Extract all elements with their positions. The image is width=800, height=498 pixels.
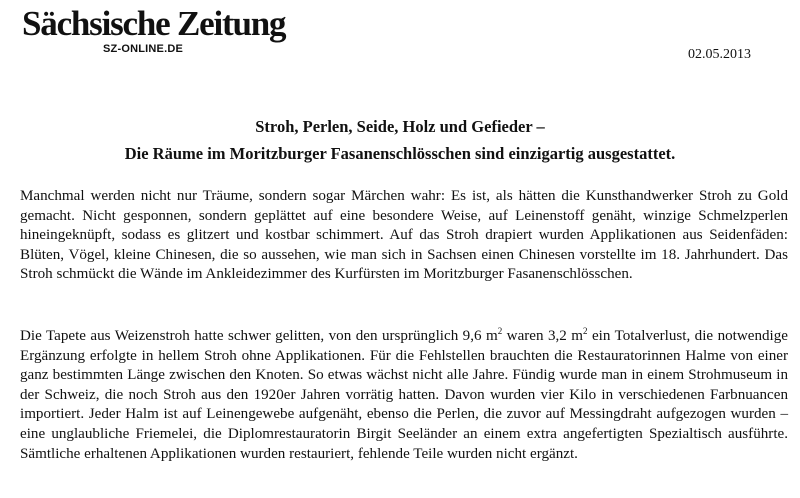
newspaper-masthead (22, 4, 286, 55)
article-paragraph-2 (20, 327, 788, 464)
website-label: SZ-ONLINE.DE (103, 43, 184, 55)
superscript-squared-1: 2 (497, 326, 503, 336)
headline-line-2: Die Räume im Moritzburger Fasanenschlösschen sind einzigartig ausgestattet. (124, 144, 676, 163)
newspaper-logo: Sächsische Zeitung (22, 4, 286, 43)
paragraph-2-text-b: waren 3,2 m (502, 328, 584, 344)
publication-date: 02.05.2013 (688, 47, 751, 62)
paragraph-2-text-c: ein Totalverlust, die notwendige Ergänzung erfolgte in hellem Stroh ohne Applikationen. Für die Fehlstellen brauchten die Restauratorinnen Halme von einer ganz bestimmten Länge zwischen den Knoten. So etwas wächst nicht alle Jahre. Fündig wurde man in einem Strohmuseum in der Schweiz, die noch Stroh aus den 1920er Jahren vorrätig hatten. Davon wurden vier Kilo in verschiedenen Farbnuancen importiert. Jeder Halm ist auf Leinengewebe aufgenäht, ebenso die Perlen, die zuvor auf Messingdraht aufgezogen wurden – eine unglaubliche Friemelei, die Diplomrestauratorin Birgit Seeländer an einem extra angefertigten Spezialtisch ausführte. Sämtliche erhaltenen Applikationen wurden restauriert, fehlende Teile wurden nicht ergänzt. (20, 328, 788, 462)
paragraph-2-text-a: Die Tapete aus Weizenstroh hatte schwer gelitten, von den ursprünglich 9,6 m (20, 328, 498, 344)
article-paragraph-1: Manchmal werden nicht nur Träume, sondern sogar Märchen wahr: Es ist, als hätten die Kunsthandwerker Stroh zu Gold gemacht. Nicht gesponnen, sondern geplättet auf eine besondere Weise, auf Leinenstoff genäht, winzige Schmelzperlen hineingeknüpft, sodass es glitzert und kostbar schimmert. Auf das Stroh drapiert wurden Applikationen aus Seidenfäden: Blüten, Vögel, kleine Chinesen, die so aussehen, wie man sich in Sachsen einen Chinesen vorstellte im 18. Jahrhundert. Das Stroh schmückt die Wände im Ankleidezimmer des Kurfürsten im Moritzburger Fasanenschlösschen. (20, 188, 788, 283)
superscript-squared-2: 2 (583, 326, 588, 336)
headline-line-1: Stroh, Perlen, Seide, Holz und Gefieder – (255, 117, 545, 136)
